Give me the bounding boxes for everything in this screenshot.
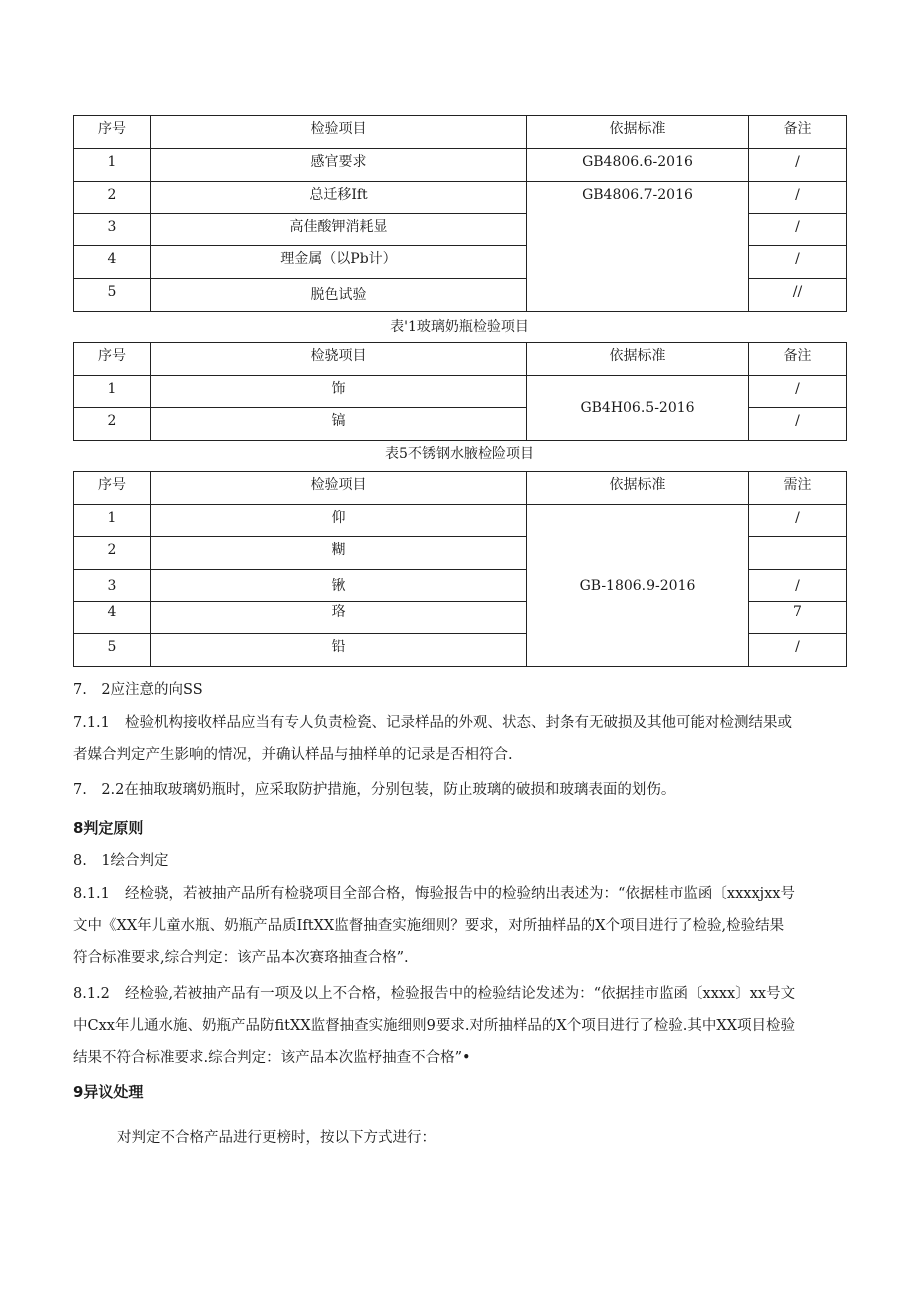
paragraph-line: 符合标准要求,综合判定：该产品本次赛珞抽查合格”. bbox=[73, 950, 409, 966]
cell-item: 理金属（以Pb计） bbox=[151, 246, 527, 279]
table-caption: 表5不锈钢水腋检险项目 bbox=[385, 446, 534, 462]
header-standard: 依据标准 bbox=[527, 116, 749, 149]
paragraph-line: 检验机构接收样品应当有专人负责检瓷、记录样品的外观、状态、封条有无破损及其他可能对检测结果或 bbox=[125, 715, 792, 731]
cell-item: 糊 bbox=[151, 537, 527, 570]
header-no: 序号 bbox=[74, 343, 151, 376]
table-row bbox=[74, 505, 847, 537]
paragraph-7-1-1 bbox=[73, 707, 863, 771]
cell-note: // bbox=[749, 279, 847, 312]
table-row bbox=[74, 149, 847, 182]
clause-number: 7.1.1 bbox=[73, 715, 110, 731]
cell-note: / bbox=[749, 149, 847, 182]
cell-note: / bbox=[749, 570, 847, 602]
cell-no: 1 bbox=[74, 149, 151, 182]
cell-no: 1 bbox=[74, 505, 151, 537]
cell-no: 3 bbox=[74, 570, 151, 602]
cell-item: 铅 bbox=[151, 634, 527, 667]
clause-number: 8.1.2 bbox=[73, 986, 110, 1002]
header-item: 检骁项目 bbox=[151, 343, 527, 376]
table-row bbox=[74, 182, 847, 214]
paragraph-line: 者媒合判定产生影响的情况，并确认样品与抽样单的记录是否相符合. bbox=[73, 747, 513, 763]
table-glass-bottle-items bbox=[73, 115, 847, 312]
section-9-heading: 9异议处理 bbox=[73, 1083, 144, 1101]
paragraph-line: 结果不符合标准要求.综合判定：该产品本次监杼抽查不合格”• bbox=[73, 1050, 471, 1066]
cell-note bbox=[749, 537, 847, 570]
cell-note: / bbox=[749, 214, 847, 246]
cell-standard: GB4806.6-2016 bbox=[527, 149, 749, 182]
header-note: 备注 bbox=[749, 343, 847, 376]
cell-item: 仰 bbox=[151, 505, 527, 537]
cell-item: 总迁移Ift bbox=[151, 182, 527, 214]
paragraph-7-2-2: 7. 2.2在抽取玻璃奶瓶时，应采取防护措施，分别包装，防止玻璃的破损和玻璃表面的划伤。 bbox=[73, 782, 676, 798]
header-standard: 依据标准 bbox=[527, 472, 749, 505]
header-note: 需注 bbox=[749, 472, 847, 505]
cell-no: 2 bbox=[74, 408, 151, 441]
header-note: 备注 bbox=[749, 116, 847, 149]
cell-item: 锹 bbox=[151, 570, 527, 602]
cell-no: 4 bbox=[74, 602, 151, 634]
paragraph-line: 中Cxx年儿通水施、奶瓶产品防fitXX监督抽查实施细则9要求.对所抽样品的X个项目进行了检验.其中XX项目检验 bbox=[73, 1018, 796, 1034]
table-caption: 表'1玻璃奶瓶检验项目 bbox=[390, 319, 529, 335]
paragraph-9: 对判定不合格产品进行更榜时，按以下方式进行： bbox=[117, 1130, 436, 1146]
cell-item: 镐 bbox=[151, 408, 527, 441]
cell-note: / bbox=[749, 376, 847, 408]
cell-standard: GB4806.7-2016 bbox=[527, 182, 749, 312]
section-8-heading: 8判定原则 bbox=[73, 819, 144, 837]
cell-note: / bbox=[749, 182, 847, 214]
header-no: 序号 bbox=[74, 472, 151, 505]
cell-no: 4 bbox=[74, 246, 151, 279]
cell-no: 2 bbox=[74, 537, 151, 570]
cell-standard: GB4H06.5-2016 bbox=[527, 376, 749, 441]
table-header-row bbox=[74, 472, 847, 505]
cell-note: / bbox=[749, 408, 847, 441]
cell-item: 饰 bbox=[151, 376, 527, 408]
cell-note: / bbox=[749, 634, 847, 667]
cell-no: 1 bbox=[74, 376, 151, 408]
cell-no: 5 bbox=[74, 634, 151, 667]
table-header-row bbox=[74, 343, 847, 376]
table-row bbox=[74, 376, 847, 408]
clause-number: 8.1.1 bbox=[73, 886, 110, 902]
table-stainless-cup-items bbox=[73, 471, 847, 667]
section-8-1-heading: 8. 1绘合判定 bbox=[73, 853, 169, 869]
paragraph-line: 经检验,若被抽产品有一项及以上不合格，检验报告中的检验结论发述为：“依据挂市监函〔xxxx〕xx号文 bbox=[125, 986, 796, 1002]
header-no: 序号 bbox=[74, 116, 151, 149]
cell-item: 高佳酸钾消耗显 bbox=[151, 214, 527, 246]
cell-note: 7 bbox=[749, 602, 847, 634]
cell-item: 感官要求 bbox=[151, 149, 527, 182]
paragraph-line: 文中《XX年儿童水瓶、奶瓶产品质IftXX监督抽查实施细则？要求，对所抽样品的X个项目进行了检验,检验结果 bbox=[73, 918, 785, 934]
paragraph-line: 经检骁，若被抽产品所有检骁项目全部合格，悔验报告中的检验纳出表述为：“依据桂市监函〔xxxxjxx号 bbox=[125, 886, 795, 902]
paragraph-8-1-2 bbox=[73, 978, 863, 1074]
table-stainless-items bbox=[73, 342, 847, 441]
cell-no: 2 bbox=[74, 182, 151, 214]
header-item: 检验项目 bbox=[151, 472, 527, 505]
section-7-2-heading: 7. 2应注意的向SS bbox=[73, 682, 203, 698]
table-header-row bbox=[74, 116, 847, 149]
cell-standard: GB-1806.9-2016 bbox=[527, 505, 749, 667]
cell-note: / bbox=[749, 246, 847, 279]
cell-item: 脱色试验 bbox=[151, 279, 527, 312]
cell-note: / bbox=[749, 505, 847, 537]
cell-no: 5 bbox=[74, 279, 151, 312]
header-item: 检验项目 bbox=[151, 116, 527, 149]
cell-item: 珞 bbox=[151, 602, 527, 634]
header-standard: 依据标准 bbox=[527, 343, 749, 376]
cell-no: 3 bbox=[74, 214, 151, 246]
paragraph-8-1-1 bbox=[73, 878, 863, 974]
